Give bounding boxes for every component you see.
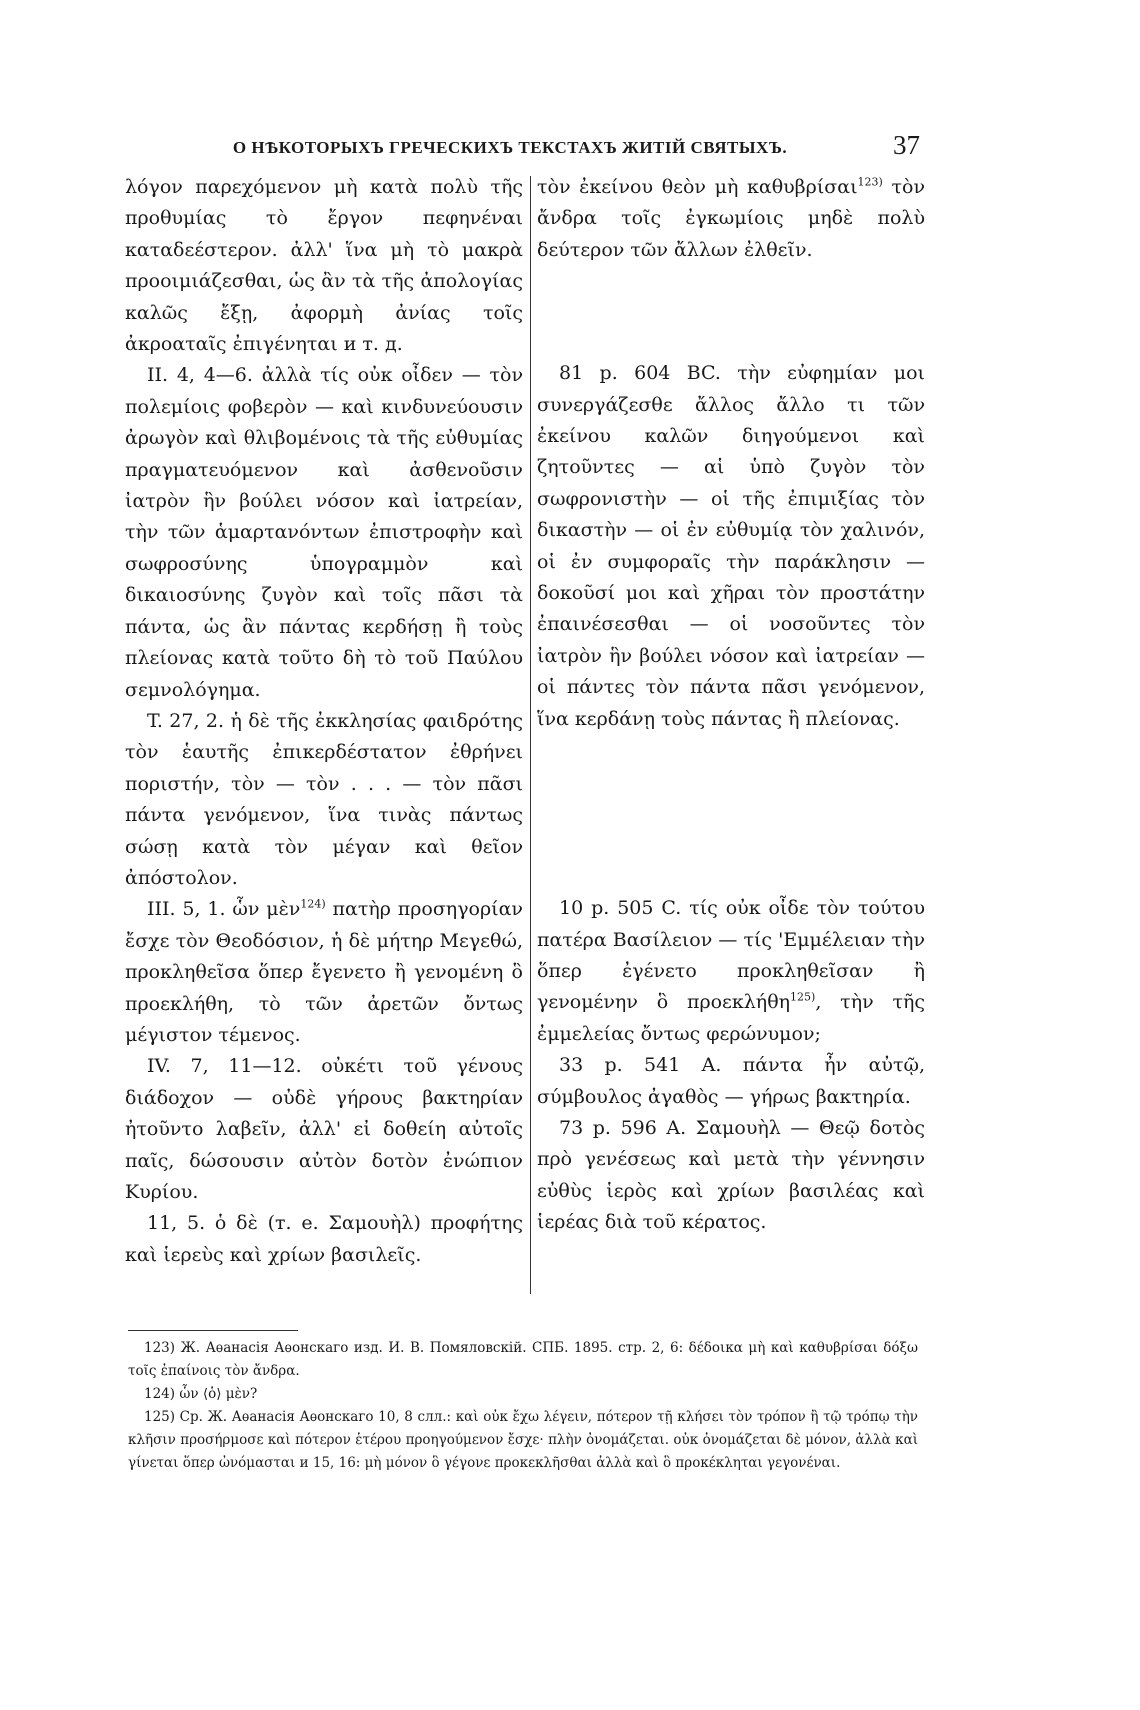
left-paragraph-4 [125,894,523,1051]
right-paragraph-1-end: τὸν ἄνδρα τοῖς ἐγκωμίοις μηδὲ πολὺ δεύτερον τῶν ἄλλων ἐλθεῖν. [537,176,925,261]
right-paragraph-2: 81 p. 604 BC. τὴν εὐφημίαν μοι συνεργάζεσθε ἄλλος ἄλλο τι τῶν ἐκείνου καλῶν διηγούμενοι καὶ ζητοῦντες — αἱ ὑπὸ ζυγὸν τὸν σωφρονιστὴν — οἱ τῆς ἐπιμιξίας τὸν δικαστὴν — οἱ ἐν εὐθυμίᾳ τὸν χαλινόν, οἱ ἐν συμφοραῖς τὴν παράκλησιν — δοκοῦσί μοι καὶ χῆραι τὸν προστάτην ἐπαινέσεσθαι — οἱ νοσοῦντες τὸν ἰατρὸν ἣν βούλει νόσον καὶ ἰατρείαν — οἱ πάντες τὸν πάντα πᾶσι γενόμενον, ἵνα κερδάνῃ τοὺς πάντας ἢ πλείονας. [537,362,925,730]
right-column [537,172,925,1239]
running-header: О НѢКОТОРЫХЪ ГРЕЧЕСКИХЪ ТЕКСТАХЪ ЖИТІЙ СВЯТЫХЪ. [232,138,788,157]
right-paragraph-3-start: 10 p. 505 C. τίς οὐκ οἶδε τὸν τούτου πατέρα Βασίλειον — τίς 'Εμμέλειαν τὴν ὅπερ ἐγένετο προκληθεῖσαν ἢ γενομένην ὃ προεκλήθη [537,897,925,1014]
left-paragraph-4-start: III. 5, 1. ὧν μὲν [147,898,301,921]
footnote-ref-125: 125) [790,990,816,1004]
right-paragraph-3 [537,893,925,1050]
left-paragraph-2: II. 4, 4—6. ἀλλὰ τίς οὐκ οἶδεν — τὸν πολεμίοις φοβερὸν — καὶ κινδυνεύουσιν ἀρωγὸν καὶ θλιβομένοις τὰ τῆς εὐθυμίας πραγματευόμενον καὶ ἀσθενοῦσιν ἰατρὸν ἣν βούλει νόσον καὶ ἰατρείαν, τὴν τῶν ἁμαρτανόντων ἐπιστροφὴν καὶ σωφροσύνης ὑπογραμμὸν καὶ δικαιοσύνης ζυγὸν καὶ τοῖς πᾶσι τὰ πάντα, ὡς ἂν πάντας κερδήσῃ ἢ τοὺς πλείονας κατὰ τοῦτο δὴ τὸ τοῦ Παύλου σεμνολόγημα. [125,364,523,701]
right-paragraph-4: 33 p. 541 A. πάντα ἦν αὐτῷ, σύμβουλος ἀγαθὸς — γήρως βακτηρία. [537,1054,925,1108]
left-paragraph-6: 11, 5. ὁ δὲ (т. е. Σαμουὴλ) προφήτης καὶ ἱερεὺς καὶ χρίων βασιλεῖς. [125,1212,523,1266]
footnote-125: 125) Ср. Ж. Аѳанасія Аѳонскаго 10, 8 слл.: καὶ οὐκ ἔχω λέγειν, πότερον τῇ κλήσει τὸν τρόπον ἢ τῷ τρόπῳ τὴν κλῆσιν προσήρμοσε καὶ πότερον ἑτέρου προηγούμενον ἔσχε· πλὴν ὀνομάζεται. οὐκ ὀνομάζεται δὲ μόνον, ἀλλὰ καὶ γίνεται ὅπερ ὠνόμασται и 15, 16: μὴ μόνον ὃ γέγονε προκεκλῆσθαι ἀλλὰ καὶ ὃ προκέκληται γεγονέναι. [128,1409,918,1471]
footnote-ref-124: 124) [300,898,326,912]
left-paragraph-5: IV. 7, 11—12. οὐκέτι τοῦ γένους διάδοχον — οὐδὲ γήρους βακτηρίαν ἠτοῦντο λαβεῖν, ἀλλ' εἰ δοθείη αὐτοῖς παῖς, δώσουσιν αὐτὸν δοτὸν ἐνώπιον Κυρίου. [125,1055,523,1203]
left-paragraph-3: T. 27, 2. ἡ δὲ τῆς ἐκκλησίας φαιδρότης τὸν ἑαυτῆς ἐπικερδέστατον ἐθρήνει ποριστήν, τὸν — τὸν . . . — τὸν πᾶσι πάντα γενόμενον, ἵνα τινὰς πάντως σώσῃ κατὰ τὸν μέγαν καὶ θεῖον ἀπόστολον. [125,709,523,889]
right-paragraph-5: 73 p. 596 A. Σαμουὴλ — Θεῷ δοτὸς πρὸ γενέσεως καὶ μετὰ τὴν γέννησιν εὐθὺς ἱερὸς καὶ χρίων βασιλέας καὶ ἱερέας διὰ τοῦ κέρατος. [537,1116,925,1234]
footnote-rule [128,1330,298,1331]
right-paragraph-3-end: , τὴν τῆς ἐμμελείας ὄντως φερώνυμον; [537,991,925,1045]
footnote-123: 123) Ж. Аѳанасія Аѳонскаго изд. И. В. Помяловскій. СПБ. 1895. стр. 2, 6: δέδοικα μὴ καὶ καθυβρίσαι δόξω τοῖς ἐπαίνοις τὸν ἄνδρα. [128,1340,918,1379]
page-number: 37 [893,130,920,160]
column-divider [530,176,531,1294]
left-paragraph-1: λόγον παρεχόμενον μὴ κατὰ πολὺ τῆς προθυμίας τὸ ἔργον πεφηνέναι καταδεέστερον. ἀλλ' ἵνα μὴ τὸ μακρὰ προοιμιάζεσθαι, ὡς ἂν τὰ τῆς ἀπολογίας καλῶς ἔξῃ, ἀφορμὴ ἀνίας τοῖς ἀκροαταῖς ἐπιγένηται и т. д. [125,176,523,356]
right-paragraph-1-start: τὸν ἐκείνου θεὸν μὴ καθυβρίσαι [537,176,858,198]
footnotes [128,1337,918,1475]
right-paragraph-1 [537,172,925,266]
column-gap [537,266,925,358]
left-paragraph-4-end: πατὴρ προσηγορίαν ἔσχε τὸν Θεοδόσιον, ἡ δὲ μήτηρ Μεγεθώ, προκληθεῖσα ὅπερ ἔγενετο ἢ γενομένη ὃ προεκλήθη, τὸ τῶν ἀρετῶν ὄντως μέγιστον τέμενος. [125,898,523,1046]
footnote-ref-123: 123) [857,175,883,189]
left-column [125,172,523,1271]
column-gap [537,735,925,893]
footnote-124: 124) ὧν ⟨ὁ⟩ μὲν? [144,1386,258,1402]
